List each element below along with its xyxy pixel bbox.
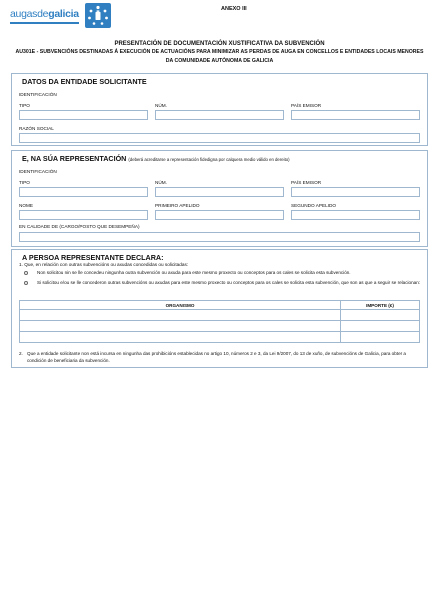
document-title: PRESENTACIÓN DE DOCUMENTACIÓN XUSTIFICATIVA DA SUBVENCIÓN [114,41,325,47]
first-surname-label: PRIMEIRO APELIDO [155,203,200,208]
logo-word-prefix: augas [10,8,38,20]
identification-heading: IDENTIFICACIÓN [19,92,57,97]
logo-word-infix: de [37,8,49,20]
representative-note: (deberá acreditarse a representación fidedigna por calquera medio válido en dereito) [128,157,290,162]
applicant-country-field[interactable] [291,110,420,120]
table-row [20,321,420,332]
organism-cell[interactable] [20,321,341,332]
name-label: NOME [19,203,34,208]
identification-heading: IDENTIFICACIÓN [19,169,57,174]
applicant-section [11,73,428,146]
country-label: PAÍS EMISOR [291,103,322,108]
amount-cell[interactable] [341,321,420,332]
country-label: PAÍS EMISOR [291,180,322,185]
document-subtitle: AU301E - SUBVENCIÓNS DESTINADAS Á EXECUCIÓN DE ACTUACIÓNS PARA MINIMIZAR AS PERDAS DE AUGA EN CONCELLOS E ENTIDADES LOCAIS MENORES DA COMUNIDADE AUTÓNOMA DE GALICIA [15,49,424,64]
representative-section [11,150,428,247]
company-name-label: RAZÓN SOCIAL [19,126,54,131]
table-row [20,332,420,343]
applicant-number-field[interactable] [155,110,284,120]
amount-cell[interactable] [341,332,420,343]
logo-word-suffix: galicia [48,8,79,20]
capacity-field[interactable] [19,232,420,242]
other-grants-table [19,300,420,343]
annex-label: ANEXO III [221,6,247,12]
organism-cell[interactable] [20,310,341,321]
number-label: NÚM. [155,103,167,108]
question-1: 1. Que, en relación con outras subvencións ou axudas concedidas ou solicitadas: [19,262,189,267]
question-2-number: 2. [19,351,23,356]
section-heading [22,154,290,163]
representative-type-field[interactable] [19,187,148,197]
second-surname-label: SEGUNDO APELIDO [291,203,337,208]
radio-not-applied[interactable] [24,271,28,275]
representative-name-field[interactable] [19,210,148,220]
representative-first-surname-field[interactable] [155,210,284,220]
column-header-organism: ORGANISMO [20,301,341,310]
type-label: TIPO [19,180,30,185]
radio-applied[interactable] [24,281,28,285]
column-header-amount: IMPORTE (€) [341,301,420,310]
question-2 [19,350,419,365]
applicant-type-field[interactable] [19,110,148,120]
type-label: TIPO [19,103,30,108]
declaration-section [11,249,428,368]
section-heading: A PERSOA REPRESENTANTE DECLARA: [22,253,164,262]
logo-wordmark [10,7,79,24]
representative-country-field[interactable] [291,187,420,197]
question-2-text: Que a entidade solicitante non está incursa en ningunha das prohibicións establecidas no artigo 10, números 2 e 3, da Lei 9/2007, do 13 de xuño, de subvencións de Galicia, para obter a condición de beneficiaria da subvención. [27,351,406,364]
xunta-emblem-icon [85,3,111,28]
table-header-row [20,301,420,310]
section-heading: DATOS DA ENTIDADE SOLICITANTE [22,77,147,86]
representative-heading: E, NA SÚA REPRESENTACIÓN [22,154,127,163]
amount-cell[interactable] [341,310,420,321]
number-label: NÚM. [155,180,167,185]
table-row [20,310,420,321]
option-not-applied-text: Non solicitou nin se lle concedeu ningunha outra subvención ou axuda para este mesmo proxecto ou conceptos para os cales se solicita esta subvención. [37,270,351,275]
augas-de-galicia-logo [10,3,111,28]
representative-number-field[interactable] [155,187,284,197]
capacity-label: EN CALIDADE DE (CARGO/POSTO QUE DESEMPEÑA) [19,224,140,229]
organism-cell[interactable] [20,332,341,343]
option-applied-text: Si solicitou e/ou se lle concederon outras subvencións ou axudas para este mesmo proxecto ou conceptos para os cales se solicita esta subvención, que son as que a seguir se relacionan: [37,280,421,285]
company-name-field[interactable] [19,133,420,143]
representative-second-surname-field[interactable] [291,210,420,220]
